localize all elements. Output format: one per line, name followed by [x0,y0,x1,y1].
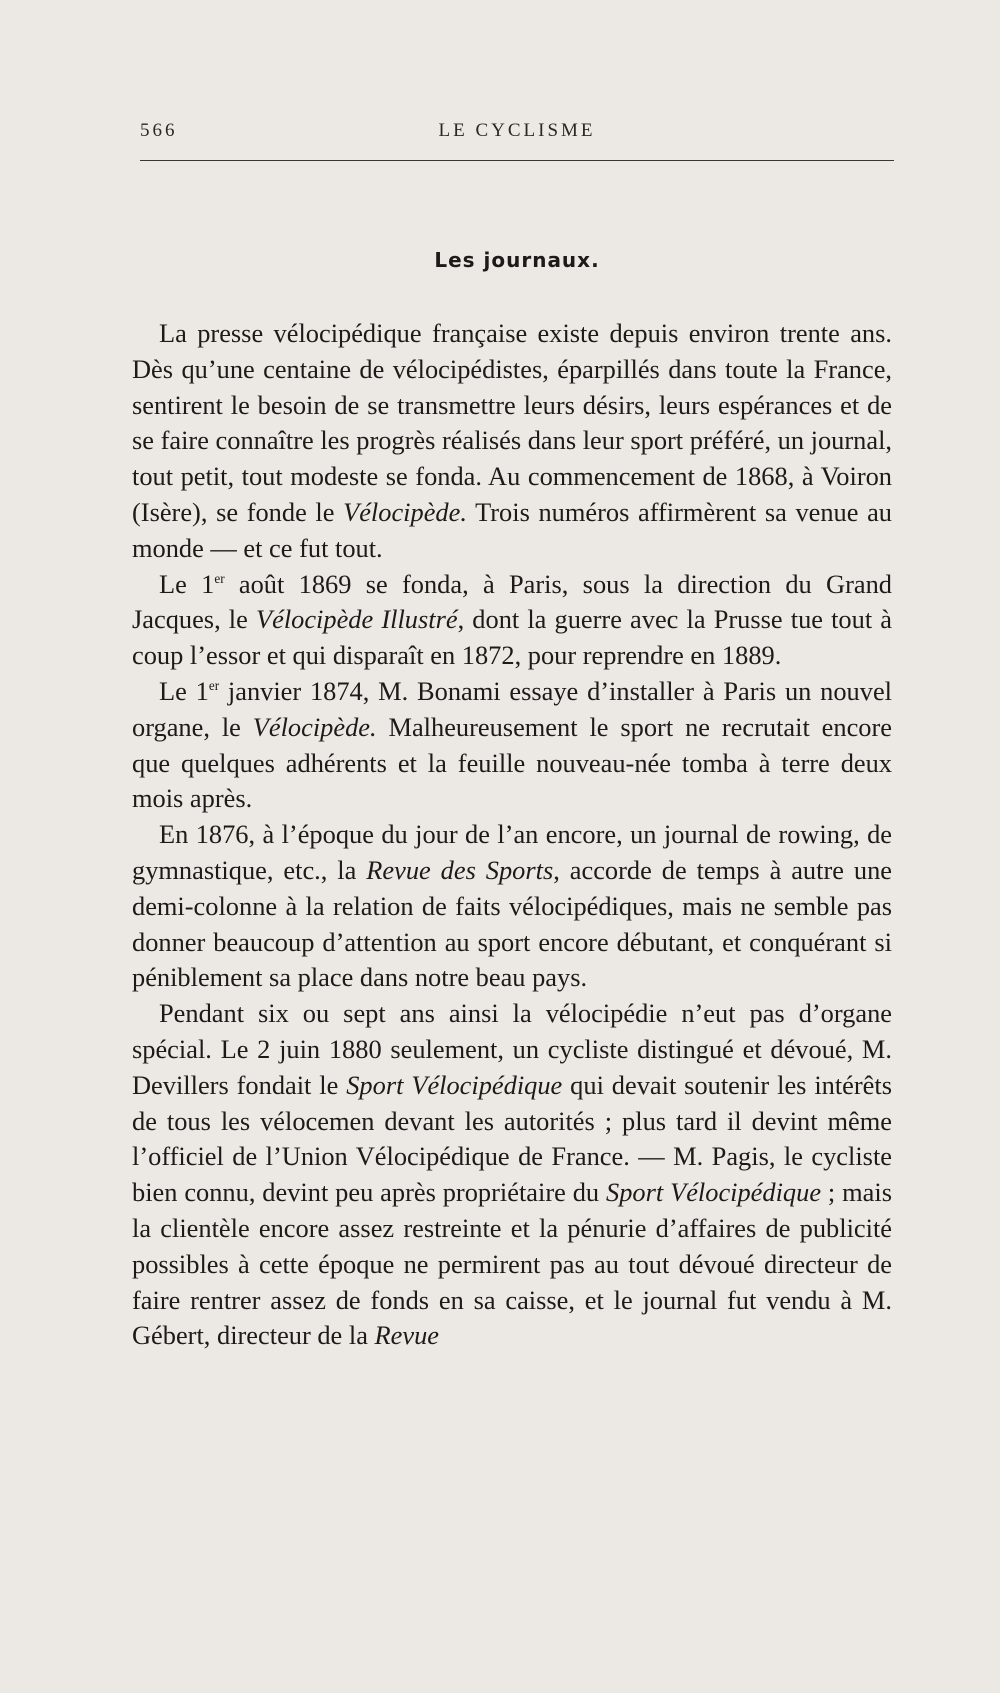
italic-title: Sport Vélocipédique [346,1069,563,1100]
page-header [140,120,894,144]
paragraph-4 [132,817,892,996]
italic-title: Vélocipède Illustré [255,604,458,635]
section-title: Les journaux. [434,248,600,272]
text-run: Le 1 [159,568,215,599]
text-run: Pendant six ou sept ans ainsi la vélocipédie n’eut pas d’organe spécial. Le 2 juin 1880 seulement, un cycliste distingué et dévoué, M. Devillers fondait le [132,998,892,1100]
italic-title: Revue des Sports [366,854,554,885]
paragraph-2 [132,567,892,674]
text-run: janvier 1874, M. Bonami essaye d’installer à Paris un nouvel organe, le [132,675,892,742]
page-number: 566 [140,120,178,141]
text-run: , dont la guerre avec la Prusse tue tout à coup l’essor et qui disparaît en 1872, pour reprendre en 1889. [132,604,892,671]
text-run: août 1869 se fonda, à Paris, sous la direction du Grand Jacques, le [132,568,892,635]
body-text [132,316,892,1354]
text-run: ; mais la clientèle encore assez restreinte et la pénurie d’affaires de publicité possibles à cette époque ne permirent pas au tout dévoué directeur de faire rentrer assez de fonds en sa caisse, et le journal fut vendu à M. Gébert, directeur de la [132,1177,892,1351]
italic-title: Vélocipède. [252,711,377,742]
superscript: er [208,678,220,694]
text-run: En 1876, à l’époque du jour de l’an encore, un journal de rowing, de gymnastique, etc., la [132,819,892,885]
superscript: er [214,570,225,586]
text-run: Malheureusement le sport ne recrutait encore que quelques adhérents et la feuille nouveau-née tomba à terre deux mois après. [132,711,892,814]
text-run: Le 1 [159,675,209,706]
paragraph-1 [132,316,892,567]
text-run: Trois numéros affirmèrent sa venue au monde — et ce fut tout. [132,496,892,563]
italic-title: Revue [374,1320,439,1351]
paragraph-3 [132,674,892,817]
running-title: LE CYCLISME [438,120,596,141]
italic-title: Sport Vélocipédique [606,1177,822,1208]
paragraph-5 [132,996,892,1354]
text-run: La presse vélocipédique française existe depuis environ trente ans. Dès qu’une centaine de vélocipédistes, éparpillés dans toute la France, sentirent le besoin de se transmettre leurs désirs, leurs espérances et de se faire connaître les progrès réalisés dans leur sport préféré, un journal, tout petit, tout modeste se fonda. Au commencement de 1868, à Voiron (Isère), se fonde le [132,318,892,527]
header-rule [140,160,894,161]
text-run: qui devait soutenir les intérêts de tous les vélocemen devant les autorités ; plus tard il devint même l’officiel de l’Union Vélocipédique de France. — M. Pagis, le cycliste bien connu, devint peu après propriétaire du [132,1069,892,1208]
italic-title: Vélocipède. [343,496,467,527]
text-run: , accorde de temps à autre une demi-colonne à la relation de faits vélocipédiques, mais ne semble pas donner beaucoup d’attention au sport encore débutant, et conquérant si péniblement sa place dans notre beau pays. [132,854,892,993]
